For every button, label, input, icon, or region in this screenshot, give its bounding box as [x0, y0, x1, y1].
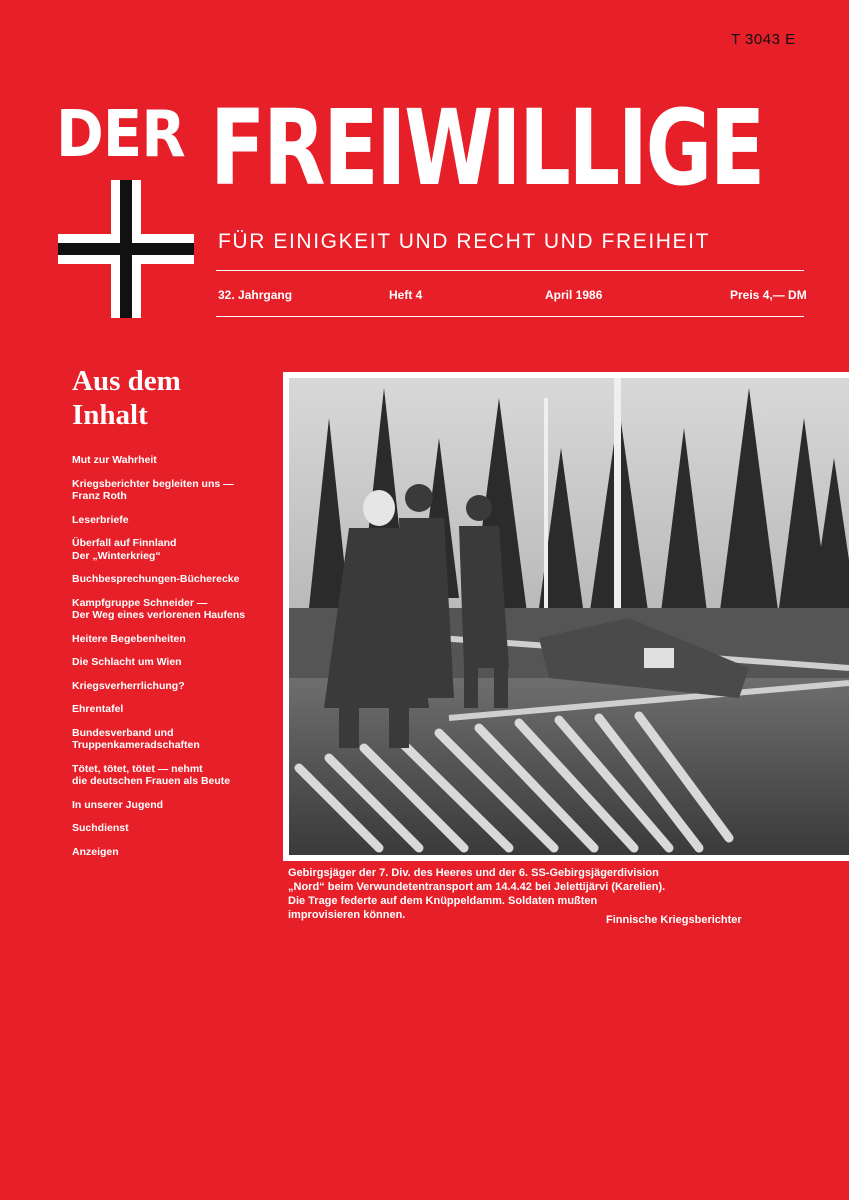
caption-line: improvisieren können. — [288, 909, 406, 921]
price-label: Preis 4,— DM — [730, 288, 807, 302]
toc-item — [72, 799, 282, 812]
toc-item — [72, 656, 282, 669]
toc-item — [72, 822, 282, 835]
toc-list — [72, 454, 282, 869]
header-rule-bottom — [216, 316, 804, 317]
caption-line: „Nord“ beim Verwundetentransport am 14.4.42 bei Jelettijärvi (Karelien). — [288, 881, 666, 893]
publication-code: T 3043 E — [731, 31, 796, 48]
volume-label: 32. Jahrgang — [218, 288, 293, 302]
toc-item — [72, 680, 282, 693]
toc-item — [72, 478, 282, 503]
toc-heading-line2: Inhalt — [72, 399, 148, 431]
toc-item-line: Der „Winterkrieg“ — [72, 549, 161, 562]
toc-item-line: Kriegsverherrlichung? — [72, 679, 185, 692]
toc-item — [72, 454, 282, 467]
soldiers-stretcher-photo — [289, 378, 849, 855]
toc-item — [72, 633, 282, 646]
masthead-der: DER — [56, 98, 185, 172]
issue-label: Heft 4 — [389, 288, 423, 302]
masthead-title: FREIWILLIGE — [210, 87, 763, 209]
toc-item-line: Kampfgruppe Schneider — — [72, 596, 208, 609]
toc-item-line: Bundesverband und — [72, 726, 174, 739]
toc-item-line: Buchbesprechungen-Bücherecke — [72, 573, 240, 585]
toc-item-line: Die Schlacht um Wien — [72, 656, 182, 668]
toc-heading-line1: Aus dem — [72, 365, 181, 397]
toc-item-line: Der Weg eines verlorenen Haufens — [72, 609, 246, 621]
toc-item-line: Mut zur Wahrheit — [72, 454, 157, 466]
toc-item-line: Kriegsberichter begleiten uns — — [72, 477, 234, 490]
header-rule-top — [216, 270, 804, 271]
caption-line: Die Trage federte auf dem Knüppeldamm. Soldaten mußten — [288, 895, 598, 907]
toc-item-line: Truppenkameradschaften — [72, 739, 200, 751]
slogan: FÜR EINIGKEIT UND RECHT UND FREIHEIT — [218, 230, 711, 253]
date-label: April 1986 — [545, 288, 603, 302]
toc-item-line: Leserbriefe — [72, 513, 129, 526]
toc-item-line: Ehrentafel — [72, 703, 124, 715]
photo-credit: Finnische Kriegsberichter — [606, 914, 742, 926]
iron-cross-emblem — [58, 180, 194, 318]
toc-heading — [72, 364, 272, 432]
toc-item — [72, 727, 282, 752]
caption-line: Gebirgsjäger der 7. Div. des Heeres und der 6. SS-Gebirgsjägerdivision — [288, 867, 659, 879]
toc-item-line: Anzeigen — [72, 845, 119, 858]
toc-item-line: die deutschen Frauen als Beute — [72, 775, 231, 787]
toc-item — [72, 514, 282, 527]
toc-item-line: Suchdienst — [72, 822, 129, 834]
toc-item — [72, 597, 282, 622]
toc-item — [72, 763, 282, 788]
toc-item-line: Heitere Begebenheiten — [72, 632, 186, 645]
toc-item — [72, 703, 282, 716]
toc-item-line: Überfall auf Finnland — [72, 537, 177, 549]
toc-item-line: Franz Roth — [72, 490, 127, 502]
toc-item-line: Tötet, tötet, tötet — nehmt — [72, 762, 203, 775]
toc-item — [72, 537, 282, 562]
toc-item — [72, 846, 282, 859]
cover-photo — [283, 372, 849, 861]
toc-item — [72, 573, 282, 586]
toc-item-line: In unserer Jugend — [72, 798, 164, 811]
